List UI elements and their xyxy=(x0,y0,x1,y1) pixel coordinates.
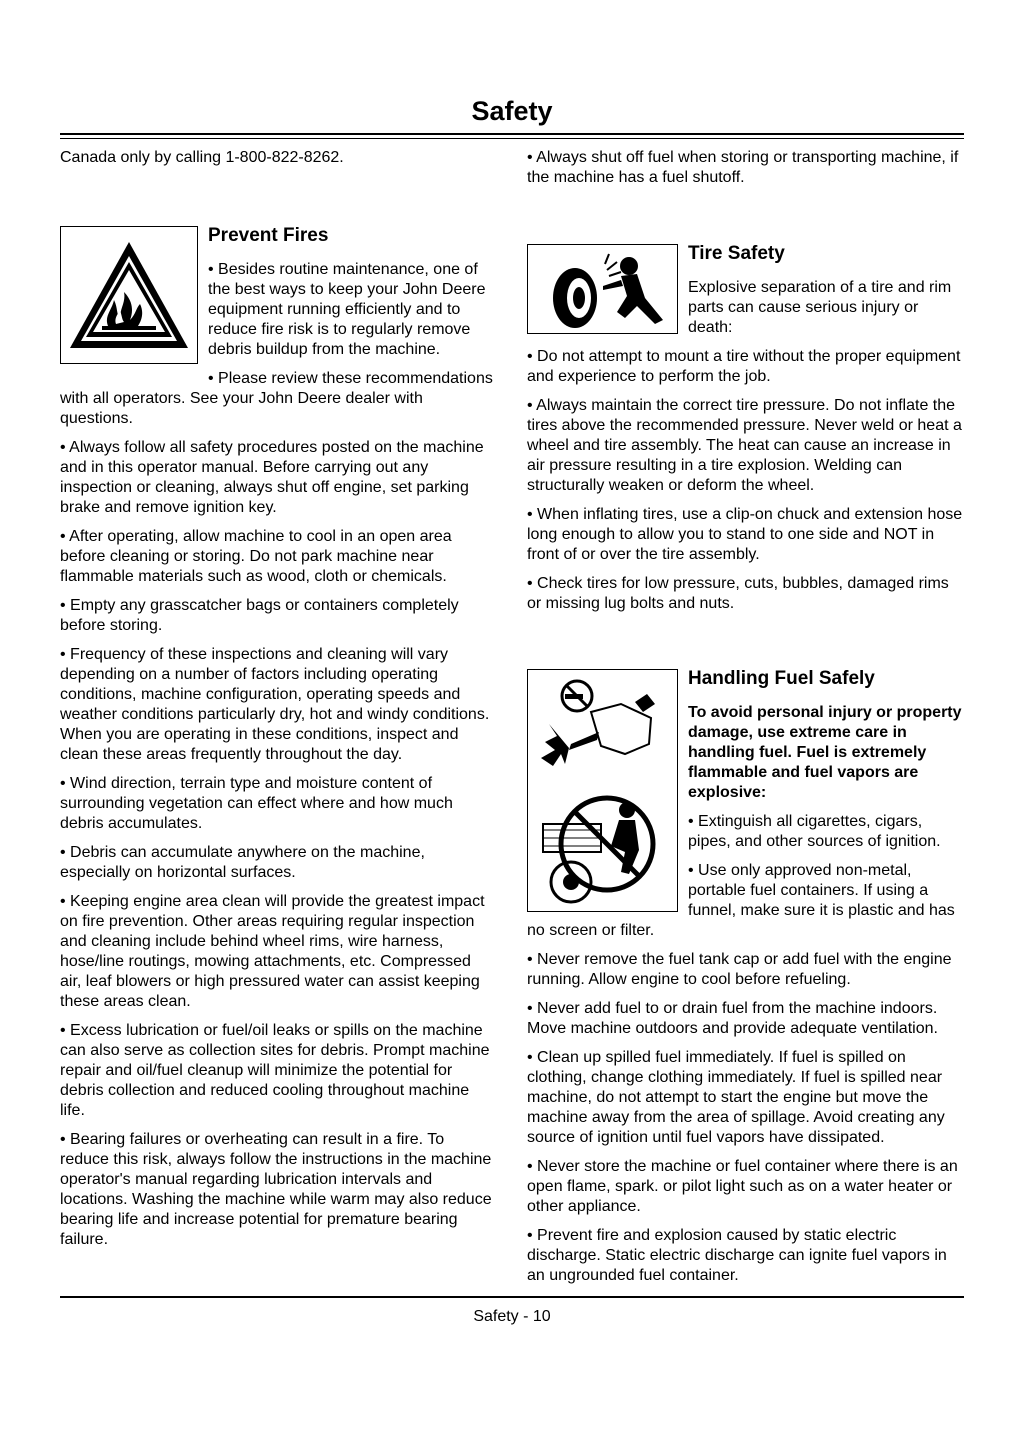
page-title: Safety xyxy=(471,96,553,126)
right-column xyxy=(527,148,963,1295)
paragraph: • Excess lubrication or fuel/oil leaks or spills on the machine can also serve as collection sites for debris. Prompt machine repair and oil/fuel cleanup will minimize the potential for debris collection and reduced cooling throughout machine life. xyxy=(60,1022,490,1119)
fuel-safety-illustration xyxy=(527,669,678,912)
paragraph: • When inflating tires, use a clip-on chuck and extension hose long enough to allow you to stand to one side and NOT in front of or over the tire assembly. xyxy=(527,506,963,563)
paragraph: • Use only approved non-metal, portable fuel containers. If using a funnel, make sure it is plastic and has no screen or filter. xyxy=(527,862,955,939)
tire-safety-heading: Tire Safety xyxy=(688,243,785,264)
paragraph: • Bearing failures or overheating can result in a fire. To reduce this risk, always follow the instructions in the machine operator's manual regarding lubrication intervals and locations. Washing the machine while warm may also reduce bearing life and increase potential for premature bearing failure. xyxy=(60,1131,492,1248)
paragraph: • Never remove the fuel tank cap or add fuel with the engine running. Allow engine to cool before refueling. xyxy=(527,951,952,988)
paragraph: • After operating, allow machine to cool in an open area before cleaning or storing. Do not park machine near flammable materials such as wood, cloth or chemicals. xyxy=(60,528,452,585)
paragraph: • Always maintain the correct tire pressure. Do not inflate the tires above the recommended pressure. Never weld or heat a wheel and tire assembly. The heat can cause an increase in air pressure resulting in a tire explosion. Welding can structurally weaken or deform the wheel. xyxy=(527,397,962,494)
page-number: Safety - 10 xyxy=(473,1308,551,1325)
intro-text: • Always shut off fuel when storing or transporting machine, if the machine has a fuel shutoff. xyxy=(527,149,959,186)
paragraph: • Clean up spilled fuel immediately. If fuel is spilled on clothing, change clothing immediately. If fuel is spilled near machine, do not attempt to start the engine but move the machine away from the area of spillage. Avoid creating any source of ignition until fuel vapors have dissipated. xyxy=(527,1049,945,1146)
tire-explosion-icon xyxy=(533,248,673,330)
paragraph: • Do not attempt to mount a tire without the proper equipment and experience to perform the job. xyxy=(527,348,961,385)
header-rule xyxy=(60,133,964,135)
paragraph: • Besides routine maintenance, one of the best ways to keep your John Deere equipment running efficiently and to reduce fire risk is to regularly remove debris buildup from the machine. xyxy=(208,261,486,358)
paragraph: • Always follow all safety procedures posted on the machine and in this operator manual. Before carrying out any inspection or cleaning, always shut off engine, set parking brake and remove ignition key. xyxy=(60,439,484,516)
paragraph: • Never add fuel to or drain fuel from the machine indoors. Move machine outdoors and provide adequate ventilation. xyxy=(527,1000,938,1037)
handling-fuel-heading: Handling Fuel Safely xyxy=(688,668,875,689)
prevent-fires-heading: Prevent Fires xyxy=(208,225,329,246)
tire-safety-illustration xyxy=(527,244,678,334)
intro-text: Canada only by calling 1-800-822-8262. xyxy=(60,149,344,166)
paragraph: • Keeping engine area clean will provide the greatest impact on fire prevention. Other areas requiring regular inspection and cleaning include behind wheel rims, wire harness, hose/line routings, mowing attachments, etc. Compressed air, leaf blowers or high pressured water can assist keeping these areas clean. xyxy=(60,893,485,1010)
paragraph: • Prevent fire and explosion caused by static electric discharge. Static electric discharge can ignite fuel vapors in an ungrounded fuel container. xyxy=(527,1227,947,1284)
paragraph: • Extinguish all cigarettes, cigars, pipes, and other sources of ignition. xyxy=(688,813,941,850)
fire-warning-illustration xyxy=(60,226,198,364)
paragraph: Explosive separation of a tire and rim parts can cause serious injury or death: xyxy=(688,279,952,336)
paragraph: • Wind direction, terrain type and moisture content of surrounding vegetation can effect where and how much debris accumulates. xyxy=(60,775,453,832)
fire-warning-icon xyxy=(64,236,194,354)
fuel-warning: To avoid personal injury or property damage, use extreme care in handling fuel. Fuel is extremely flammable and fuel vapors are explosive: xyxy=(688,704,962,801)
header-rule-thin xyxy=(60,138,964,139)
paragraph: • Debris can accumulate anywhere on the machine, especially on horizontal surfaces. xyxy=(60,844,425,881)
no-smoking-fuel-icon xyxy=(531,674,674,908)
paragraph: • Empty any grasscatcher bags or containers completely before storing. xyxy=(60,597,459,634)
paragraph: • Never store the machine or fuel container where there is an open flame, spark. or pilot light such as on a water heater or other appliance. xyxy=(527,1158,958,1215)
paragraph: • Check tires for low pressure, cuts, bubbles, damaged rims or missing lug bolts and nuts. xyxy=(527,575,949,612)
paragraph: • Please review these recommendations with all operators. See your John Deere dealer with questions. xyxy=(60,370,493,427)
footer-rule xyxy=(60,1296,964,1298)
left-column xyxy=(60,148,496,1259)
paragraph: • Frequency of these inspections and cleaning will vary depending on a number of factors including operating conditions, machine configuration, operating speeds and weather conditions particularly dry, hot and windy conditions. When you are operating in these conditions, inspect and clean these areas frequently throughout the day. xyxy=(60,646,490,763)
